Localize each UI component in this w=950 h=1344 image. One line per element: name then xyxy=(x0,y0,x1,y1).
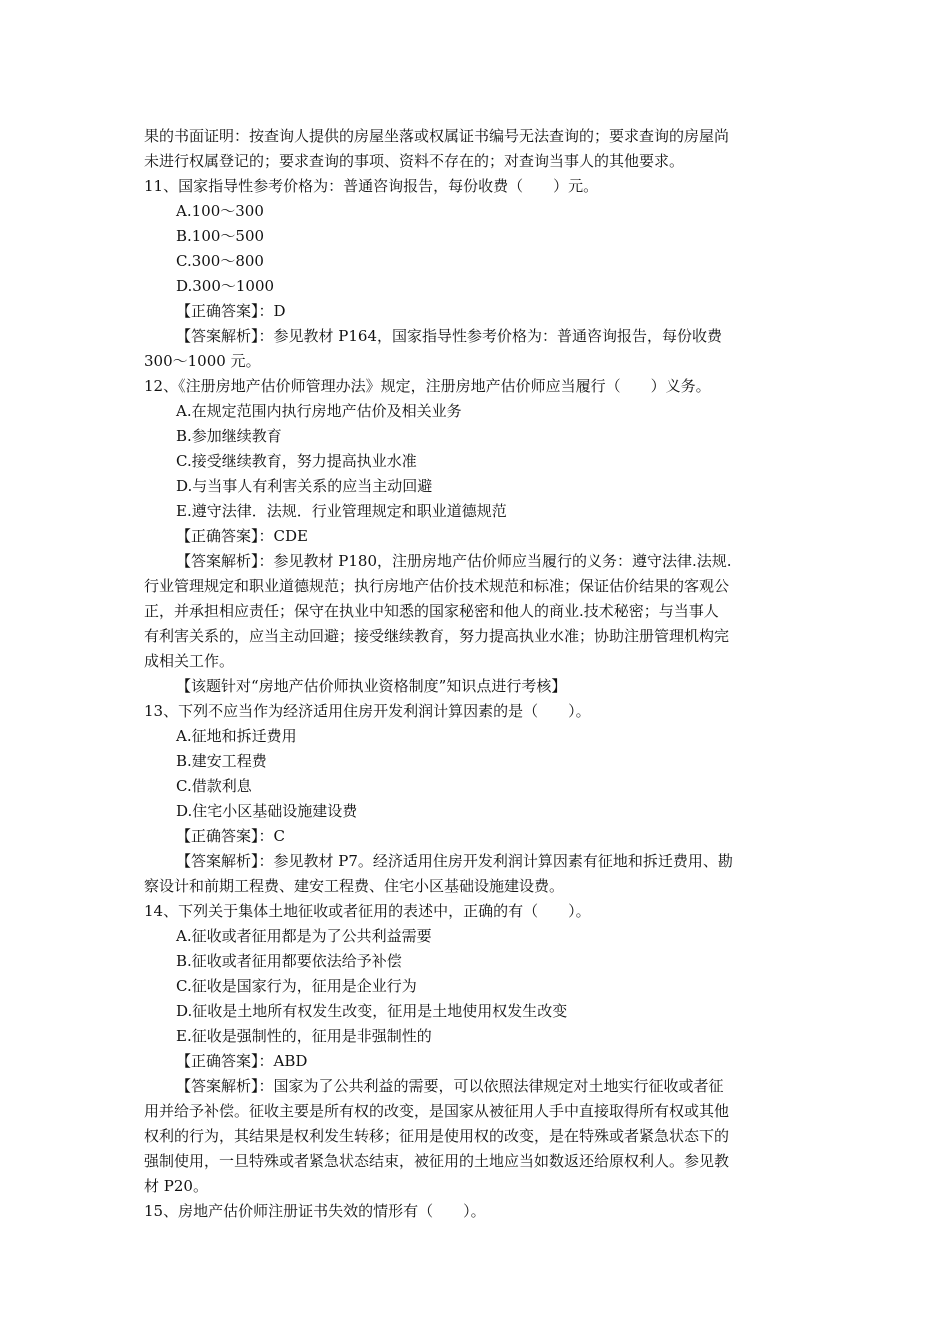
text-line: 成相关工作。 xyxy=(144,652,235,670)
text-line: B.100～500 xyxy=(176,227,265,245)
text-line: 用并给予补偿。征收主要是所有权的改变，是国家从被征用人手中直接取得所有权或其他 xyxy=(144,1102,730,1120)
text-line: 正，并承担相应责任；保守在执业中知悉的国家秘密和他人的商业.技术秘密；与当事人 xyxy=(144,602,719,620)
text-line: A.100～300 xyxy=(176,202,264,220)
text-line: A.征收或者征用都是为了公共利益需要 xyxy=(176,927,432,945)
text-line: A.征地和拆迁费用 xyxy=(176,727,297,745)
text-line: 察设计和前期工程费、建安工程费、住宅小区基础设施建设费。 xyxy=(144,877,565,895)
text-line: E.遵守法律．法规．行业管理规定和职业道德规范 xyxy=(176,502,507,520)
text-line: 【答案解析】：参见教材 P164，国家指导性参考价格为：普通咨询报告，每份收费 xyxy=(176,327,722,345)
text-line: 果的书面证明：按查询人提供的房屋坐落或权属证书编号无法查询的；要求查询的房屋尚 xyxy=(144,127,730,145)
text-line: 13、下列不应当作为经济适用住房开发利润计算因素的是（ ）。 xyxy=(144,702,591,720)
text-line: 强制使用，一旦特殊或者紧急状态结束，被征用的土地应当如数返还给原权利人。参见教 xyxy=(144,1152,730,1170)
text-line: 【正确答案】：CDE xyxy=(176,527,308,545)
text-line: 材 P20。 xyxy=(144,1177,208,1195)
text-line: 【正确答案】：D xyxy=(176,302,286,320)
text-line: 【该题针对“房地产估价师执业资格制度”知识点进行考核】 xyxy=(176,677,567,695)
text-line: B.参加继续教育 xyxy=(176,427,282,445)
text-line: 14、下列关于集体土地征收或者征用的表述中，正确的有（ ）。 xyxy=(144,902,591,920)
text-line: 行业管理规定和职业道德规范；执行房地产估价技术规范和标准；保证估价结果的客观公 xyxy=(144,577,730,595)
text-line: C.接受继续教育，努力提高执业水准 xyxy=(176,452,417,470)
text-line: E.征收是强制性的，征用是非强制性的 xyxy=(176,1027,432,1045)
text-line: B.征收或者征用都要依法给予补偿 xyxy=(176,952,402,970)
text-line: 15、房地产估价师注册证书失效的情形有（ ）。 xyxy=(144,1202,486,1220)
text-line: C.300～800 xyxy=(176,252,264,270)
text-line: 权利的行为，其结果是权利发生转移；征用是使用权的改变，是在特殊或者紧急状态下的 xyxy=(144,1127,730,1145)
text-line: 【答案解析】：参见教材 P7。经济适用住房开发利润计算因素有征地和拆迁费用、勘 xyxy=(176,852,733,870)
text-line: 11、国家指导性参考价格为：普通咨询报告，每份收费（ ）元。 xyxy=(144,177,599,195)
text-line: B.建安工程费 xyxy=(176,752,267,770)
text-line: 【正确答案】：C xyxy=(176,827,285,845)
text-line: D.与当事人有利害关系的应当主动回避 xyxy=(176,477,433,495)
text-line: 12、《注册房地产估价师管理办法》规定，注册房地产估价师应当履行（ ）义务。 xyxy=(144,377,711,395)
text-line: 300～1000 元。 xyxy=(144,352,261,370)
text-line: 【答案解析】：参见教材 P180，注册房地产估价师应当履行的义务：遵守法律.法规. xyxy=(176,552,732,570)
text-line: C.征收是国家行为，征用是企业行为 xyxy=(176,977,417,995)
text-line: A.在规定范围内执行房地产估价及相关业务 xyxy=(176,402,462,420)
text-line: 有利害关系的，应当主动回避；接受继续教育，努力提高执业水准；协助注册管理机构完 xyxy=(144,627,730,645)
text-line: 【正确答案】：ABD xyxy=(176,1052,308,1070)
text-line: 【答案解析】：国家为了公共利益的需要，可以依照法律规定对土地实行征收或者征 xyxy=(176,1077,724,1095)
text-line: D.住宅小区基础设施建设费 xyxy=(176,802,358,820)
text-line: D.300～1000 xyxy=(176,277,275,295)
document-page xyxy=(0,124,950,1224)
text-line: D.征收是土地所有权发生改变，征用是土地使用权发生改变 xyxy=(176,1002,568,1020)
text-line: 未进行权属登记的；要求查询的事项、资料不存在的；对查询当事人的其他要求。 xyxy=(144,152,685,170)
text-line: C.借款利息 xyxy=(176,777,252,795)
